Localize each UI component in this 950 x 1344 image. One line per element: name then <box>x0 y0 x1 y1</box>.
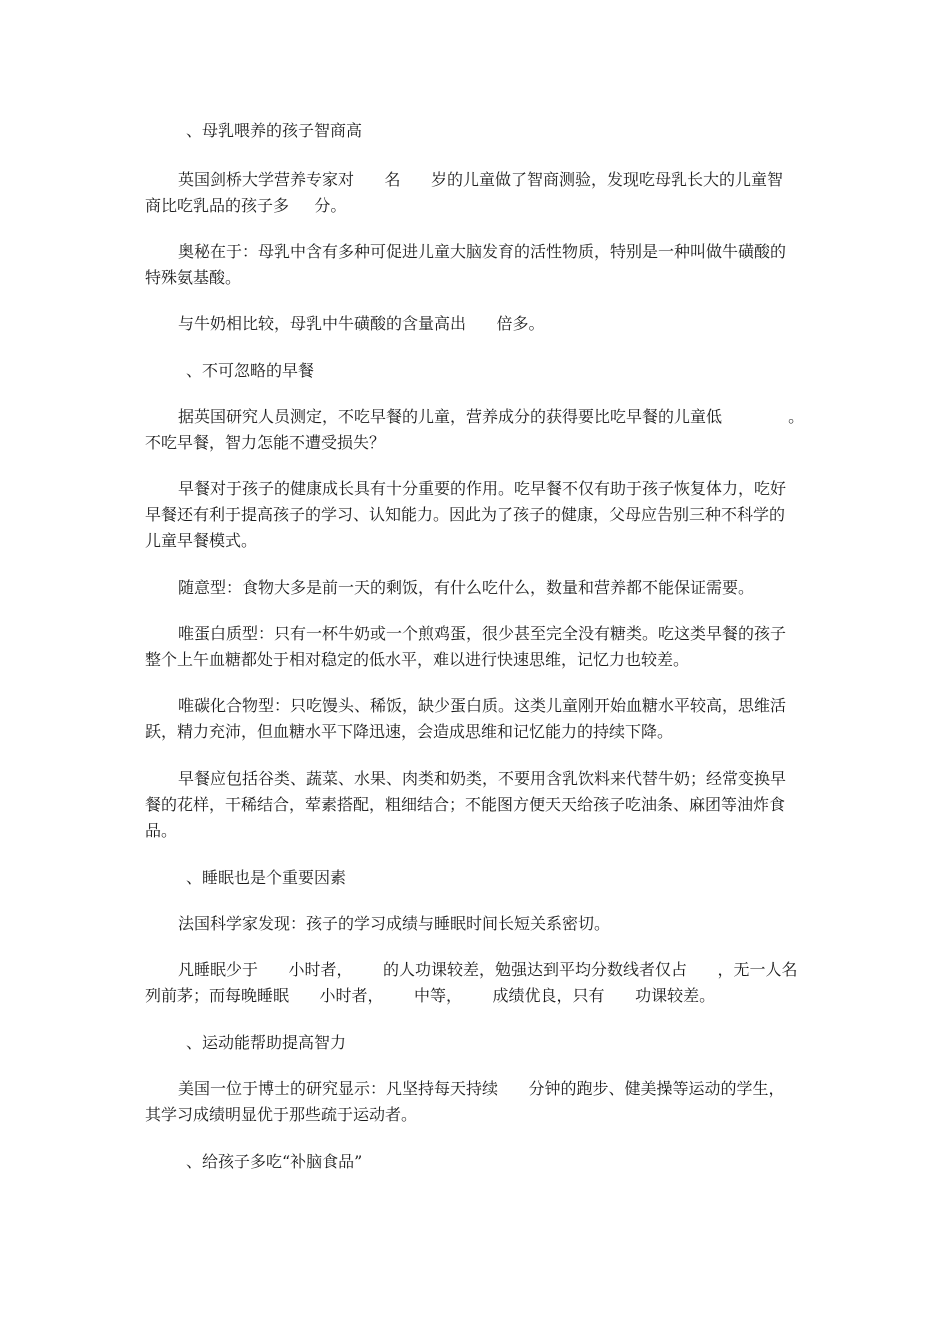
paragraph-line: 其学习成绩明显优于那些疏于运动者。 <box>145 1105 418 1124</box>
paragraph-line: 唯碳化合物型：只吃馒头、稀饭，缺少蛋白质。这类儿童刚开始血糖水平较高，思维活 <box>178 696 787 715</box>
paragraph-line: 与牛奶相比较，母乳中牛磺酸的含量高出 倍多。 <box>178 314 545 333</box>
paragraph-line: 早餐还有利于提高孩子的学习、认知能力。因此为了孩子的健康，父母应告别三种不科学的 <box>145 505 786 524</box>
paragraph-line: 英国剑桥大学营养专家对 名 岁的儿童做了智商测验，发现吃母乳长大的儿童智 <box>178 170 784 189</box>
section-heading: 、不可忽略的早餐 <box>186 361 315 380</box>
paragraph-line: 整个上午血糖都处于相对稳定的低水平，难以进行快速思维，记忆力也较差。 <box>145 650 690 669</box>
section-heading: 、给孩子多吃“补脑食品” <box>186 1152 363 1171</box>
paragraph-line: 随意型：食物大多是前一天的剩饭，有什么吃什么，数量和营养都不能保证需要。 <box>178 578 755 597</box>
paragraph-line: 凡睡眠少于 小时者， 的人功课较差，勉强达到平均分数线者仅占 ，无一人名 <box>178 960 798 979</box>
paragraph-line: 餐的花样，干稀结合，荤素搭配，粗细结合；不能图方便天天给孩子吃油条、麻团等油炸食 <box>145 795 786 814</box>
section-heading: 、母乳喂养的孩子智商高 <box>186 121 363 140</box>
paragraph-line: 早餐对于孩子的健康成长具有十分重要的作用。吃早餐不仅有助于孩子恢复体力，吃好 <box>178 479 787 498</box>
paragraph-line: 跃，精力充沛，但血糖水平下降迅速，会造成思维和记忆能力的持续下降。 <box>145 722 674 741</box>
paragraph-line: 品。 <box>145 821 178 840</box>
paragraph-line: 美国一位于博士的研究显示：凡坚持每天持续 分钟的跑步、健美操等运动的学生， <box>178 1079 785 1098</box>
section-heading: 、睡眠也是个重要因素 <box>186 868 347 887</box>
paragraph-line: 据英国研究人员测定，不吃早餐的儿童，营养成分的获得要比吃早餐的儿童低 。 <box>178 407 805 426</box>
paragraph-line: 早餐应包括谷类、蔬菜、水果、肉类和奶类，不要用含乳饮料来代替牛奶；经常变换早 <box>178 769 787 788</box>
paragraph-line: 不吃早餐，智力怎能不遭受损失？ <box>145 433 386 452</box>
paragraph-line: 法国科学家发现：孩子的学习成绩与睡眠时间长短关系密切。 <box>178 914 611 933</box>
section-heading: 、运动能帮助提高智力 <box>186 1033 347 1052</box>
paragraph-line: 特殊氨基酸。 <box>145 268 242 287</box>
paragraph-line: 列前茅；而每晚睡眠 小时者， 中等， 成绩优良，只有 功课较差。 <box>145 986 716 1005</box>
paragraph-line: 唯蛋白质型：只有一杯牛奶或一个煎鸡蛋，很少甚至完全没有糖类。吃这类早餐的孩子 <box>178 624 787 643</box>
paragraph-line: 奥秘在于：母乳中含有多种可促进儿童大脑发育的活性物质，特别是一种叫做牛磺酸的 <box>178 242 787 261</box>
paragraph-line: 商比吃乳品的孩子多 分。 <box>145 196 347 215</box>
paragraph-line: 儿童早餐模式。 <box>145 531 258 550</box>
